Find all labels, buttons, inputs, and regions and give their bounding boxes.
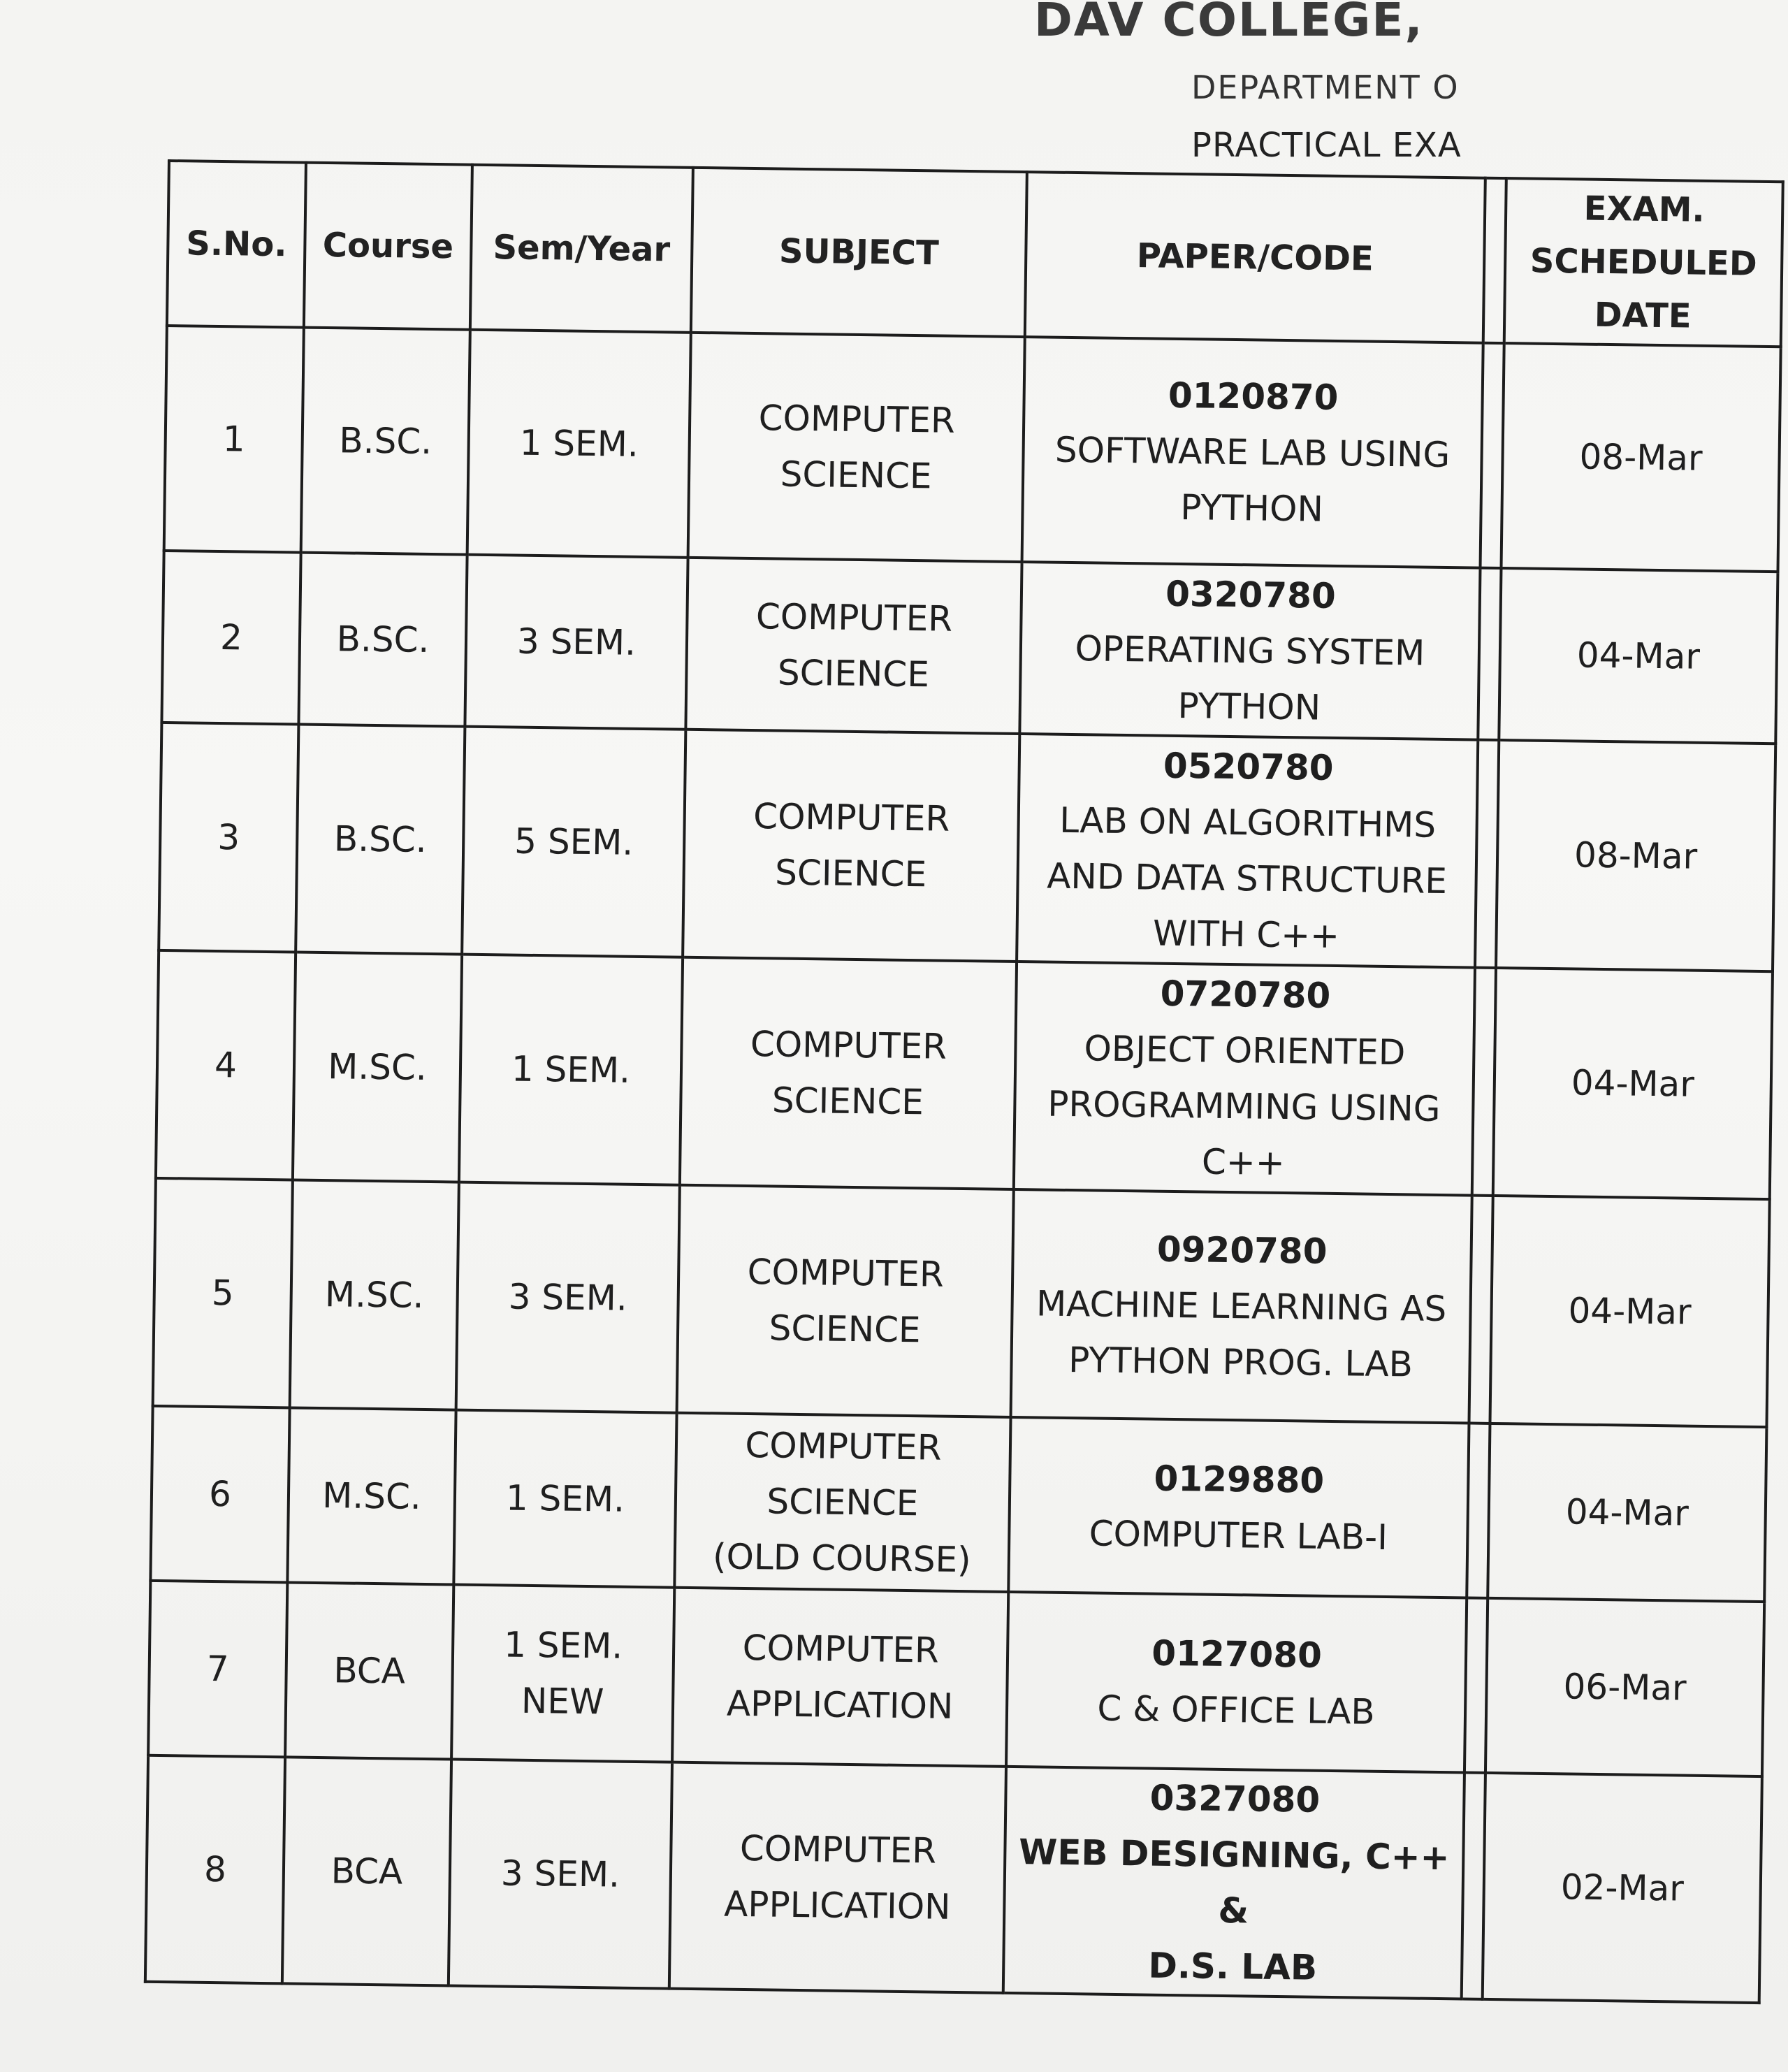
paper-title-line: COMPUTER LAB-I (1089, 1513, 1388, 1558)
subject-line: COMPUTER (742, 1627, 940, 1671)
column-header-sem-year: Sem/Year (470, 165, 693, 333)
subject-line: COMPUTER (753, 796, 950, 839)
sem-year-cell (459, 955, 683, 1185)
sem-line: 3 SEM. (508, 1276, 628, 1319)
subject-cell (683, 730, 1019, 962)
subject-line: COMPUTER (745, 1424, 942, 1468)
department-heading: DEPARTMENT O (1191, 68, 1460, 106)
course-cell: B.SC. (296, 725, 465, 955)
paper-code: 0120870 (1168, 375, 1339, 418)
table-row (145, 1755, 1762, 2003)
college-name: DAV COLLEGE, (1034, 0, 1424, 47)
paper-code: 0327080 (1149, 1777, 1321, 1820)
sem-year-cell (453, 1410, 676, 1588)
column-header-sno: S.No. (167, 161, 306, 328)
paper-code-cell (1006, 1592, 1467, 1773)
sem-line: 3 SEM. (500, 1853, 620, 1895)
sem-line: NEW (521, 1680, 604, 1723)
paper-title-line: OPERATING SYSTEM (1075, 628, 1425, 674)
paper-title-line: PYTHON PROG. LAB (1068, 1340, 1413, 1385)
sno-cell: 1 (164, 326, 304, 553)
subject-cell (674, 1413, 1010, 1592)
paper-code: 0920780 (1156, 1229, 1328, 1272)
subject-line: (OLD COURSE) (712, 1536, 972, 1581)
paper-title-line: AND DATA STRUCTURE (1046, 855, 1448, 902)
sno-cell: 2 (161, 551, 300, 725)
column-header-course: Course (304, 163, 472, 330)
subject-line: SCIENCE (771, 1080, 924, 1123)
course-cell: M.SC. (293, 952, 462, 1182)
exam-date-cell: 02-Mar (1483, 1773, 1762, 2003)
table-row (159, 723, 1775, 971)
sem-line: 1 SEM. (511, 1048, 631, 1091)
paper-code-cell (1008, 1417, 1469, 1598)
subject-cell (669, 1762, 1006, 1993)
subject-line: COMPUTER (747, 1251, 945, 1295)
column-gap (1475, 740, 1499, 968)
exam-date-cell: 06-Mar (1485, 1598, 1764, 1776)
exam-date-cell: 04-Mar (1499, 568, 1778, 744)
subject-cell (688, 333, 1025, 562)
paper-title-line: C & OFFICE LAB (1097, 1688, 1376, 1732)
column-gap (1472, 968, 1496, 1196)
paper-title-line: PYTHON (1177, 685, 1321, 728)
paper-code-cell (1011, 1189, 1472, 1423)
column-gap (1469, 1196, 1492, 1423)
column-gap (1464, 1598, 1488, 1773)
paper-code: 0720780 (1160, 973, 1331, 1016)
sem-line: 1 SEM. (503, 1624, 623, 1667)
table-row (148, 1581, 1764, 1776)
subject-cell (680, 957, 1017, 1189)
sno-cell: 5 (153, 1178, 293, 1408)
sem-year-cell (451, 1585, 674, 1762)
sno-cell: 4 (156, 950, 296, 1180)
column-gap (1483, 178, 1506, 343)
paper-title-line: PROGRAMMING USING (1047, 1083, 1441, 1129)
table-row (153, 1178, 1770, 1427)
exam-date-cell: 04-Mar (1493, 968, 1773, 1199)
column-header-subject: SUBJECT (691, 168, 1027, 337)
practical-exam-heading: PRACTICAL EXA (1191, 126, 1462, 165)
paper-code: 0320780 (1165, 573, 1337, 616)
paper-code: 0127080 (1151, 1632, 1323, 1676)
subject-line: SCIENCE (780, 454, 932, 497)
paper-code: 0520780 (1163, 745, 1334, 788)
course-cell: B.SC. (301, 328, 470, 555)
paper-code-cell (1017, 734, 1478, 968)
paper-title-line: WEB DESIGNING, C++ & (1018, 1832, 1450, 1932)
paper-code-cell (1003, 1767, 1464, 1999)
sem-year-cell (465, 555, 688, 730)
column-header-paper-code: PAPER/CODE (1025, 172, 1485, 343)
sem-line: 3 SEM. (516, 621, 637, 663)
date-header-line: EXAM. (1583, 189, 1706, 230)
sno-cell: 3 (159, 723, 298, 952)
exam-date-cell: 04-Mar (1488, 1423, 1766, 1602)
sem-year-cell (467, 330, 691, 558)
sno-cell: 6 (150, 1406, 289, 1583)
sem-line: 1 SEM. (505, 1477, 625, 1520)
date-header-line: SCHEDULED (1529, 241, 1757, 284)
table-body (145, 326, 1781, 2003)
subject-line: SCIENCE (769, 1307, 921, 1351)
course-cell: M.SC. (290, 1180, 459, 1410)
course-cell: M.SC. (287, 1407, 456, 1584)
paper-title-line: SOFTWARE LAB USING (1054, 429, 1451, 476)
column-header-exam-date (1504, 178, 1783, 347)
paper-code-cell (1014, 962, 1475, 1196)
course-cell: B.SC. (298, 553, 467, 727)
subject-line: COMPUTER (758, 398, 956, 441)
exam-date-cell: 08-Mar (1502, 343, 1781, 572)
course-cell: BCA (285, 1582, 453, 1759)
column-gap (1462, 1772, 1485, 1999)
paper-title-line: WITH C++ (1152, 913, 1340, 957)
subject-cell (672, 1588, 1008, 1767)
subject-cell (685, 558, 1022, 734)
paper-title-line: MACHINE LEARNING AS (1035, 1283, 1447, 1330)
table-row (161, 551, 1778, 744)
paper-code-cell (1022, 337, 1483, 568)
paper-title-line: PYTHON (1179, 487, 1324, 530)
subject-line: COMPUTER (755, 596, 953, 639)
column-gap (1478, 568, 1501, 740)
subject-line: COMPUTER (739, 1827, 937, 1871)
subject-line: COMPUTER (750, 1024, 947, 1067)
sem-line: 5 SEM. (514, 820, 634, 863)
table-row (164, 326, 1781, 572)
date-header-line: DATE (1594, 295, 1692, 336)
table-row (156, 950, 1773, 1199)
exam-schedule-table (144, 159, 1785, 2004)
table-row (150, 1406, 1766, 1602)
paper-code-cell (1019, 562, 1480, 740)
paper-title-line: D.S. LAB (1148, 1945, 1318, 1988)
exam-date-cell: 04-Mar (1490, 1196, 1769, 1427)
sem-year-cell (456, 1182, 680, 1413)
column-gap (1467, 1423, 1490, 1598)
sno-cell: 7 (148, 1581, 287, 1758)
paper-title-line: OBJECT ORIENTED (1084, 1028, 1406, 1073)
subject-line: APPLICATION (723, 1883, 951, 1927)
paper-title-line: LAB ON ALGORITHMS (1059, 799, 1437, 846)
subject-line: SCIENCE (766, 1481, 919, 1524)
column-gap (1481, 343, 1504, 568)
table-header-row (167, 161, 1783, 347)
sem-year-cell (449, 1760, 672, 1989)
subject-cell (677, 1185, 1014, 1417)
paper-title-line: C++ (1201, 1141, 1286, 1184)
sno-cell: 8 (145, 1755, 285, 1984)
paper-code: 0129880 (1154, 1458, 1325, 1501)
course-cell: BCA (282, 1757, 451, 1985)
subject-line: SCIENCE (777, 652, 930, 695)
exam-date-cell: 08-Mar (1496, 740, 1775, 971)
sem-line: 1 SEM. (519, 422, 639, 465)
sem-year-cell (462, 727, 685, 957)
subject-line: APPLICATION (726, 1683, 954, 1727)
subject-line: SCIENCE (774, 852, 927, 895)
